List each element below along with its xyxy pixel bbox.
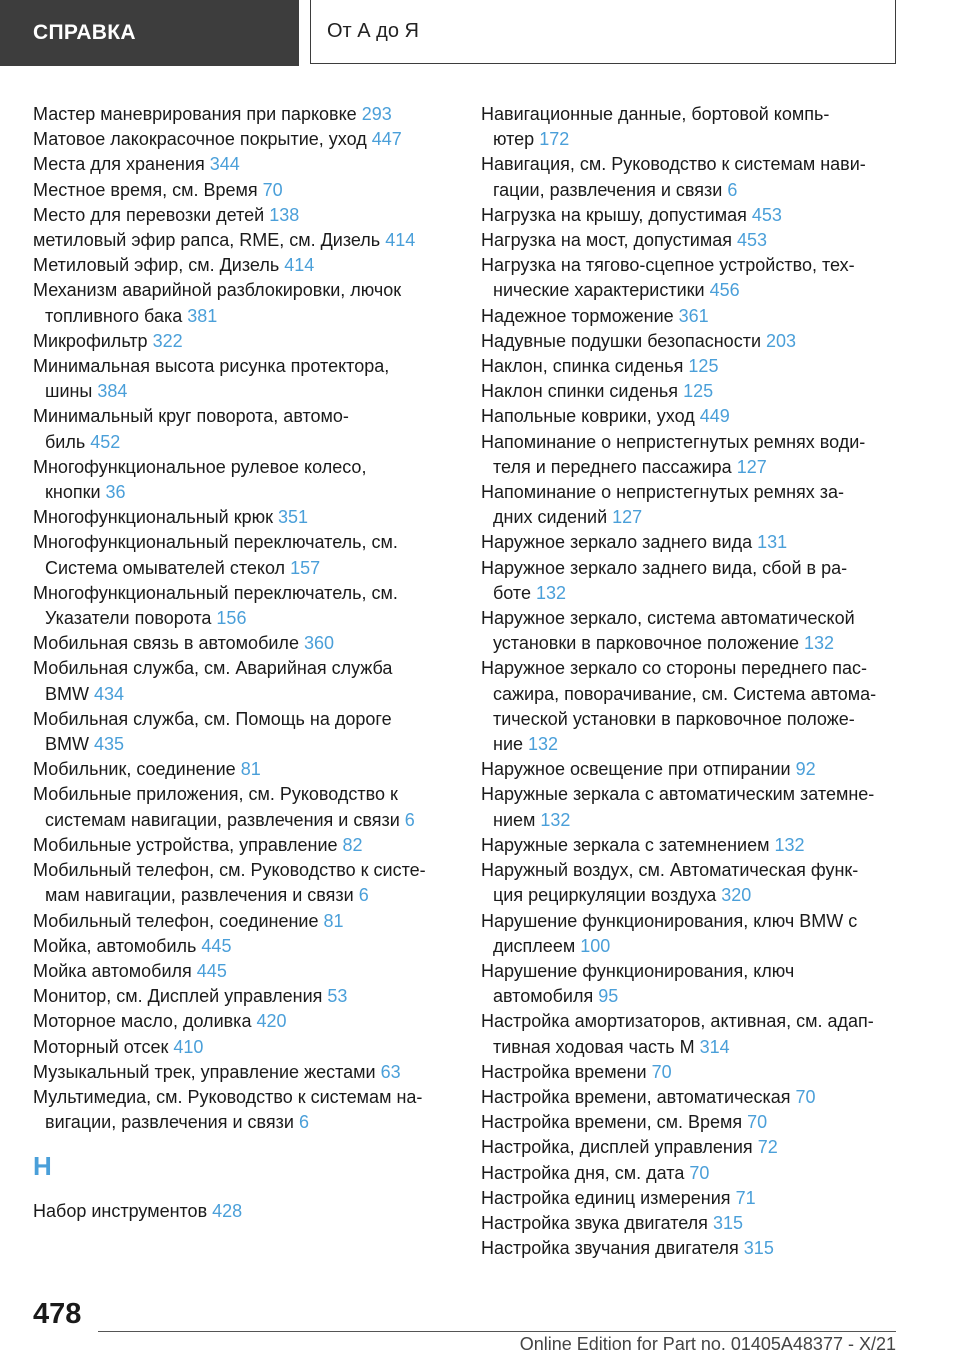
index-entry-text: Моторное масло, доливка xyxy=(33,1011,252,1032)
index-entry-text: Минимальная высота рисунка протектора, шины xyxy=(33,356,390,402)
index-entry-text: Места для хранения xyxy=(33,154,205,175)
index-entry xyxy=(481,858,911,908)
index-entry-text: Надежное торможение xyxy=(481,305,674,326)
index-entry xyxy=(481,203,911,228)
page-reference-link[interactable]: 360 xyxy=(303,633,335,654)
page-reference-link[interactable]: 70 xyxy=(747,1112,768,1133)
page-reference-link[interactable]: 132 xyxy=(540,809,571,830)
index-entry xyxy=(481,1161,911,1186)
index-entry xyxy=(481,1186,911,1211)
page-reference-link[interactable]: 315 xyxy=(712,1212,743,1233)
page-reference-link[interactable]: 132 xyxy=(536,582,567,603)
index-entry-text: Настройка времени xyxy=(481,1061,647,1082)
index-entry-text: Мобильная связь в автомобиле xyxy=(33,633,299,654)
index-entry xyxy=(33,581,453,631)
index-entry-text: Мультимедиа, см. Руководство к системам на- вигации, развлечения и связи xyxy=(33,1086,423,1133)
index-entry xyxy=(33,178,453,203)
page-reference-link[interactable]: 95 xyxy=(598,986,619,1007)
page-reference-link[interactable]: 125 xyxy=(683,381,714,402)
index-entry-text: Наружные зеркала с автоматическим затемне- нием xyxy=(481,784,875,830)
page-reference-link[interactable]: 81 xyxy=(240,759,261,780)
index-group-m xyxy=(33,102,453,1135)
index-entry xyxy=(33,858,453,908)
index-column-left xyxy=(33,102,453,1225)
page-reference-link[interactable]: 125 xyxy=(688,356,719,377)
index-entry-text: Мобильная служба, см. Помощь на дороге BMW xyxy=(33,708,392,755)
page-reference-link[interactable]: 344 xyxy=(209,154,240,175)
page-reference-link[interactable]: 410 xyxy=(173,1036,204,1057)
index-entry xyxy=(33,127,453,152)
index-entry xyxy=(481,656,911,757)
page-reference-link[interactable]: 127 xyxy=(612,507,643,528)
index-entry xyxy=(33,656,453,706)
index-entry-text: метиловый эфир рапса, RME, см. Дизель xyxy=(33,230,381,251)
page-reference-link[interactable]: 6 xyxy=(298,1112,309,1133)
index-entry-text: Многофункциональный переключатель, см. Система омывателей стекол xyxy=(33,532,398,578)
page-reference-link[interactable]: 361 xyxy=(678,305,709,326)
page-reference-link[interactable]: 320 xyxy=(721,885,752,906)
page-reference-link[interactable]: 381 xyxy=(187,305,218,326)
index-entry-text: Мойка, автомобиль xyxy=(33,935,197,956)
chapter-title: От А до Я xyxy=(327,20,419,42)
page-reference-link[interactable]: 36 xyxy=(105,482,126,503)
index-entry-text: Мобильный телефон, соединение xyxy=(33,910,319,931)
page-number: 478 xyxy=(33,1298,82,1330)
index-entry xyxy=(481,228,911,253)
index-entry-text: Мобильник, соединение xyxy=(33,759,236,780)
index-entry-text: Метиловый эфир, см. Дизель xyxy=(33,255,280,276)
index-entry xyxy=(33,631,453,656)
page-reference-link[interactable]: 70 xyxy=(795,1086,816,1107)
page-reference-link[interactable]: 132 xyxy=(803,633,835,654)
index-entry-text: Многофункциональный переключатель, см. Указатели поворота xyxy=(33,582,398,629)
page-reference-link[interactable]: 428 xyxy=(212,1201,243,1222)
index-entry-text: Надувные подушки безопасности xyxy=(481,330,761,351)
index-entry-text: Наружный воздух, см. Автоматическая функ- ция рециркуляции воздуха xyxy=(481,860,859,906)
index-entry-text: Наклон, спинка сиденья xyxy=(481,356,684,377)
index-entry-text: Механизм аварийной разблокировки, лючок топливного бака xyxy=(33,280,402,326)
index-entry xyxy=(33,984,453,1009)
index-entry xyxy=(481,1211,911,1236)
index-entry xyxy=(33,757,453,782)
index-entry xyxy=(481,379,911,404)
index-entry xyxy=(481,909,911,959)
index-entry xyxy=(33,354,453,404)
index-entry xyxy=(481,1085,911,1110)
index-entry-text: Мобильные приложения, см. Руководство к системам навигации, развлечения и связи xyxy=(33,784,400,830)
page-reference-link[interactable]: 127 xyxy=(736,456,767,477)
index-letter-heading: Н xyxy=(33,1151,52,1182)
chapter-header xyxy=(310,0,896,64)
index-entry-text: Микрофильтр xyxy=(33,330,148,351)
index-entry-text: Набор инструментов xyxy=(33,1201,208,1222)
index-entry-text: Наклон спинки сиденья xyxy=(481,381,679,402)
index-entry-text: Наружные зеркала с затемнением xyxy=(481,834,770,855)
index-entry-text: Настройка амортизаторов, активная, см. адап- тивная ходовая часть М xyxy=(481,1011,874,1057)
index-entry-text: Мойка автомобиля xyxy=(33,960,192,981)
index-entry xyxy=(33,1199,453,1224)
index-entry-text: Место для перевозки детей xyxy=(33,204,265,225)
index-entry xyxy=(481,959,911,1009)
page-reference-link[interactable]: 414 xyxy=(284,255,315,276)
index-entry xyxy=(33,228,453,253)
index-entry-text: Мобильный телефон, см. Руководство к систе- мам навигации, развлечения и связи xyxy=(33,860,426,906)
index-entry xyxy=(481,757,911,782)
index-entry-text: Настройка звука двигателя xyxy=(481,1212,708,1233)
index-entry-text: Навигация, см. Руководство к системам нави- гации, развлечения и связи xyxy=(481,154,866,200)
page-reference-link[interactable]: 315 xyxy=(743,1238,774,1259)
page-reference-link[interactable]: 172 xyxy=(539,129,570,150)
index-entry xyxy=(33,909,453,934)
page-reference-link[interactable]: 81 xyxy=(323,910,344,931)
index-entry-text: Минимальный круг поворота, автомо- биль xyxy=(33,406,349,452)
page-reference-link[interactable]: 447 xyxy=(371,129,402,150)
index-entry xyxy=(481,1135,911,1160)
index-entry-text: Нарушение функционирования, ключ автомобиля xyxy=(481,960,795,1007)
index-entry xyxy=(33,1085,453,1135)
index-entry-text: Настройка дня, см. дата xyxy=(481,1162,685,1183)
index-entry xyxy=(481,530,911,555)
index-entry xyxy=(33,278,453,328)
page-reference-link[interactable]: 132 xyxy=(528,734,559,755)
index-entry xyxy=(481,1236,911,1261)
page-reference-link[interactable]: 6 xyxy=(358,885,369,906)
index-entry-text: Настройка звучания двигателя xyxy=(481,1238,739,1259)
index-entry-text: Нагрузка на крышу, допустимая xyxy=(481,204,747,225)
index-entry xyxy=(481,1110,911,1135)
page-reference-link[interactable]: 70 xyxy=(262,179,283,200)
index-entry xyxy=(33,1009,453,1034)
index-entry-text: Матовое лакокрасочное покрытие, уход xyxy=(33,129,367,150)
index-entry-text: Нагрузка на тягово-сцепное устройство, тех- нические характеристики xyxy=(481,255,855,301)
page-reference-link[interactable]: 445 xyxy=(201,935,232,956)
index-entry xyxy=(481,782,911,832)
page-reference-link[interactable]: 131 xyxy=(757,532,788,553)
index-entry-text: Наружное освещение при отпирании xyxy=(481,759,791,780)
index-entry xyxy=(481,480,911,530)
index-entry-text: Напоминание о непристегнутых ремнях за- дних сидений xyxy=(481,482,845,528)
index-entry xyxy=(33,253,453,278)
index-entry-text: Мастер маневрирования при парковке xyxy=(33,104,357,124)
page-reference-link[interactable]: 414 xyxy=(385,230,416,251)
index-entry xyxy=(33,329,453,354)
page-reference-link[interactable]: 384 xyxy=(97,381,128,402)
page-reference-link[interactable]: 92 xyxy=(795,759,816,780)
index-entry xyxy=(33,1060,453,1085)
index-entry xyxy=(33,934,453,959)
index-group-n xyxy=(33,1199,453,1224)
index-entry xyxy=(33,203,453,228)
index-entry-text: Нагрузка на мост, допустимая xyxy=(481,230,732,251)
index-entry xyxy=(481,556,911,606)
index-entry xyxy=(481,606,911,656)
index-entry-text: Наружное зеркало со стороны переднего пас- сажира, поворачивание, см. Система автома- тической установки в парковочное положе- ние xyxy=(481,658,877,755)
index-entry xyxy=(33,833,453,858)
page-reference-link[interactable]: 449 xyxy=(699,406,730,427)
page-reference-link[interactable]: 453 xyxy=(737,230,768,251)
page-reference-link[interactable]: 322 xyxy=(152,330,183,351)
index-entry-text: Мобильные устройства, управление xyxy=(33,834,338,855)
page-reference-link[interactable]: 72 xyxy=(757,1137,778,1158)
page-reference-link[interactable]: 293 xyxy=(361,104,392,124)
index-group-n-continued xyxy=(481,102,911,1261)
page-reference-link[interactable]: 70 xyxy=(689,1162,710,1183)
page-reference-link[interactable]: 434 xyxy=(94,683,125,704)
page-reference-link[interactable]: 82 xyxy=(342,834,363,855)
section-title: СПРАВКА xyxy=(33,21,136,44)
index-entry xyxy=(33,782,453,832)
index-entry-text: Местное время, см. Время xyxy=(33,179,258,200)
index-entry xyxy=(33,959,453,984)
section-tab[interactable] xyxy=(0,0,299,66)
page-reference-link[interactable]: 138 xyxy=(269,204,300,225)
page-reference-link[interactable]: 70 xyxy=(651,1061,672,1082)
index-entry-text: Настройка времени, см. Время xyxy=(481,1112,743,1133)
index-entry-text: Напольные коврики, уход xyxy=(481,406,695,427)
page-reference-link[interactable]: 6 xyxy=(404,809,415,830)
page-reference-link[interactable]: 420 xyxy=(256,1011,287,1032)
index-entry xyxy=(481,152,911,202)
index-entry-text: Настройка, дисплей управления xyxy=(481,1137,753,1158)
page-reference-link[interactable]: 435 xyxy=(94,734,125,755)
index-entry xyxy=(481,1009,911,1059)
index-entry xyxy=(481,102,911,152)
index-entry xyxy=(33,404,453,454)
index-entry xyxy=(481,329,911,354)
page-reference-link[interactable]: 314 xyxy=(699,1036,730,1057)
index-entry-text: Настройка времени, автоматическая xyxy=(481,1086,791,1107)
index-entry xyxy=(33,505,453,530)
page-reference-link[interactable]: 452 xyxy=(90,431,121,452)
index-entry xyxy=(481,404,911,429)
index-entry xyxy=(481,253,911,303)
page-reference-link[interactable]: 6 xyxy=(727,179,738,200)
page-reference-link[interactable]: 156 xyxy=(216,608,247,629)
page-reference-link[interactable]: 53 xyxy=(327,986,348,1007)
index-entry xyxy=(33,1035,453,1060)
index-entry xyxy=(33,152,453,177)
index-entry-text: Музыкальный трек, управление жестами xyxy=(33,1061,376,1082)
index-entry-text: Моторный отсек xyxy=(33,1036,169,1057)
page-reference-link[interactable]: 445 xyxy=(196,960,227,981)
index-entry xyxy=(33,102,453,127)
page-reference-link[interactable]: 351 xyxy=(277,507,309,528)
index-entry-text: Многофункциональный крюк xyxy=(33,507,273,528)
page-reference-link[interactable]: 453 xyxy=(751,204,782,225)
index-entry xyxy=(481,1060,911,1085)
index-entry-text: Наружное зеркало заднего вида xyxy=(481,532,753,553)
index-entry-text: Многофункциональное рулевое колесо, кнопки xyxy=(33,456,367,503)
index-entry xyxy=(481,354,911,379)
index-entry-text: Наружное зеркало, система автоматической установки в парковочное положение xyxy=(481,608,855,654)
index-entry-text: Настройка единиц измерения xyxy=(481,1187,731,1208)
index-entry-text: Напоминание о непристегнутых ремнях води- теля и переднего пассажира xyxy=(481,431,866,477)
index-entry-text: Мобильная служба, см. Аварийная служба BMW xyxy=(33,658,393,704)
page-reference-link[interactable]: 203 xyxy=(766,330,797,351)
index-entry xyxy=(481,304,911,329)
index-entry-text: Нарушение функционирования, ключ BMW с дисплеем xyxy=(481,910,858,956)
index-entry-text: Навигационные данные, бортовой компь- ютер xyxy=(481,104,830,150)
page-reference-link[interactable]: 132 xyxy=(774,834,805,855)
index-column-right xyxy=(481,102,911,1261)
index-entry xyxy=(481,430,911,480)
index-entry-text: Наружное зеркало заднего вида, сбой в ра- боте xyxy=(481,557,848,603)
page-reference-link[interactable]: 63 xyxy=(380,1061,401,1082)
page-reference-link[interactable]: 157 xyxy=(290,557,321,578)
index-entry-text: Монитор, см. Дисплей управления xyxy=(33,986,323,1007)
page-reference-link[interactable]: 100 xyxy=(580,935,611,956)
footer-divider xyxy=(98,1331,896,1332)
index-entry xyxy=(33,530,453,580)
index-entry xyxy=(33,707,453,757)
index-entry xyxy=(481,833,911,858)
page-reference-link[interactable]: 456 xyxy=(709,280,740,301)
index-entry xyxy=(33,455,453,505)
edition-footer: Online Edition for Part no. 01405A48377 - X/21 xyxy=(519,1334,896,1354)
page-reference-link[interactable]: 71 xyxy=(735,1187,756,1208)
